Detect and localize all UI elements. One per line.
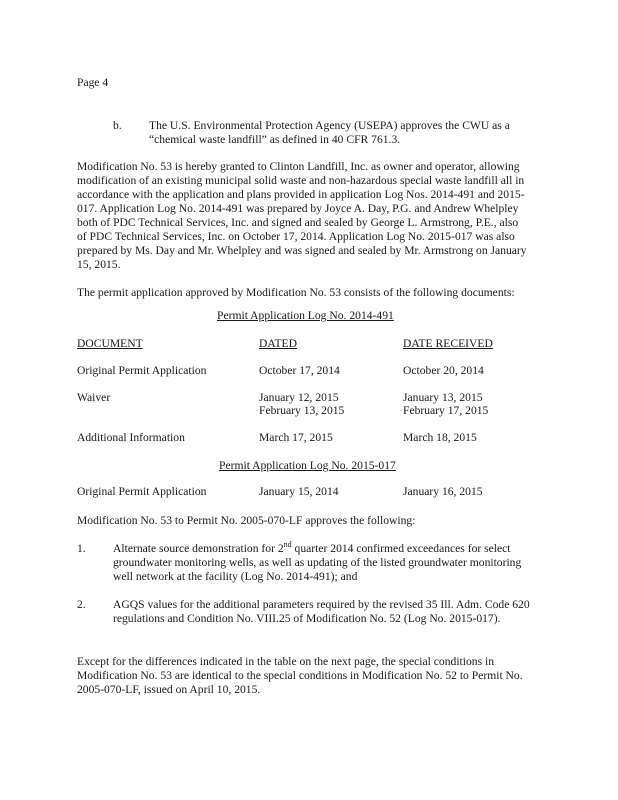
row-document: Waiver — [77, 391, 111, 404]
column-header-dated: DATED — [259, 337, 297, 350]
item-b-line-2: “chemical waste landfill” as defined in 40 CFR 761.3. — [149, 133, 401, 146]
list-line: Alternate source demonstration for 2nd quarter 2014 confirmed exceedances for select — [113, 540, 511, 555]
row-dated: March 17, 2015 — [259, 431, 333, 444]
row-document: Original Permit Application — [77, 485, 207, 498]
log-1-title: Permit Application Log No. 2014-491 — [217, 309, 394, 322]
log-2-title: Permit Application Log No. 2015-017 — [219, 459, 396, 472]
documents-intro: The permit application approved by Modification No. 53 consists of the following documents: — [77, 286, 515, 299]
modification-line: modification of an existing municipal solid waste and non-hazardous special waste landfill all in — [77, 174, 525, 187]
column-header-document: DOCUMENT — [77, 337, 143, 350]
list-number: 2. — [77, 598, 86, 611]
row-received: January 16, 2015 — [403, 485, 483, 498]
closing-line: Modification No. 53 are identical to the special conditions in Modification No. 52 to Permit No. — [77, 669, 523, 682]
modification-line: 15, 2015. — [77, 258, 121, 271]
closing-line: 2005-070-LF, issued on April 10, 2015. — [77, 683, 261, 696]
row-dated: October 17, 2014 — [259, 364, 340, 377]
modification-line: of PDC Technical Services, Inc. on October 17, 2014. Application Log No. 2015-017 was also — [77, 230, 515, 243]
page-header: Page 4 — [77, 76, 109, 89]
row-received: October 20, 2014 — [403, 364, 484, 377]
modification-line: both of PDC Technical Services, Inc. and signed and sealed by George L. Armstrong, P.E., also — [77, 216, 519, 229]
row-dated: February 13, 2015 — [259, 404, 345, 417]
list-line: regulations and Condition No. VIII.25 of Modification No. 52 (Log No. 2015-017). — [113, 612, 501, 625]
row-dated: January 15, 2014 — [259, 485, 339, 498]
modification-line: 017. Application Log No. 2014-491 was prepared by Joyce A. Day, P.G. and Andrew Whelpley — [77, 202, 519, 215]
row-received: January 13, 2015 — [403, 391, 483, 404]
approves-intro: Modification No. 53 to Permit No. 2005-070-LF approves the following: — [77, 514, 416, 527]
list-line: groundwater monitoring wells, as well as updating of the listed groundwater monitoring — [113, 556, 522, 569]
list-line: AGQS values for the additional parameters required by the revised 35 Ill. Adm. Code 620 — [113, 598, 530, 611]
modification-line: Modification No. 53 is hereby granted to Clinton Landfill, Inc. as owner and operator, allowing — [77, 160, 520, 173]
item-b-line-1: The U.S. Environmental Protection Agency (USEPA) approves the CWU as a — [149, 119, 510, 132]
row-document: Additional Information — [77, 431, 185, 444]
list-number: 1. — [77, 542, 86, 555]
row-dated: January 12, 2015 — [259, 391, 339, 404]
row-received: March 18, 2015 — [403, 431, 477, 444]
row-received: February 17, 2015 — [403, 404, 489, 417]
column-header-date-received: DATE RECEIVED — [403, 337, 493, 350]
item-b-label: b. — [113, 119, 122, 132]
row-document: Original Permit Application — [77, 364, 207, 377]
closing-line: Except for the differences indicated in the table on the next page, the special conditions in — [77, 655, 495, 668]
modification-line: accordance with the application and plans provided in application Log Nos. 2014-491 and 2015- — [77, 188, 525, 201]
modification-line: prepared by Ms. Day and Mr. Whelpley and was signed and sealed by Mr. Armstrong on January — [77, 244, 527, 257]
list-line: well network at the facility (Log No. 2014-491); and — [113, 570, 358, 583]
